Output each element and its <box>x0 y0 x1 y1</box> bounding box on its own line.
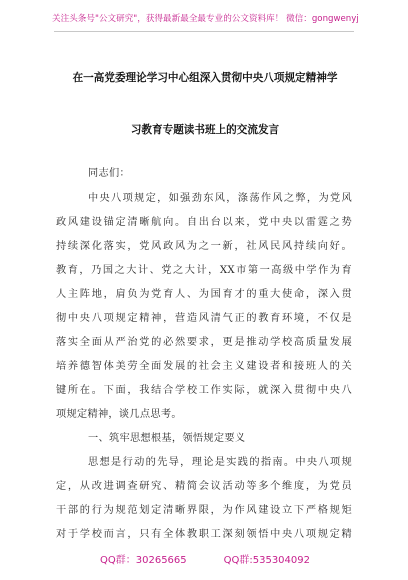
section-heading: 一、筑牢思想根基，领悟规定要义 <box>88 433 246 444</box>
body-line: 思想是行动的先导，理论是实践的指南。中央八项规 <box>88 457 352 468</box>
body-line: 项规定精神，谈几点思考。 <box>56 409 182 420</box>
body-line: 落实全面从严治党的必然要求，更是推动学校高质量发展 <box>56 337 352 348</box>
document-title-line-2: 习教育专题读书班上的交流发言 <box>130 124 280 136</box>
body-line: 中央八项规定，如强劲东风，涤荡作风之弊，为党风 <box>88 193 352 204</box>
body-line: 人主阵地，肩负为党育人、为国育才的重大使命，深入贯 <box>56 289 352 300</box>
body-line: 培养德智体美劳全面发展的社会主义建设者和接班人的关 <box>56 361 352 372</box>
body-line: 政风建设锚定清晰航向。自出台以来，党中央以雷霆之势 <box>56 217 352 228</box>
salutation: 同志们： <box>88 168 130 179</box>
body-line: 彻中央八项规定精神，营造风清气正的教育环境，不仅是 <box>56 313 352 324</box>
body-line: 键所在。下面，我结合学校工作实际，就深入贯彻中央八 <box>56 385 352 396</box>
footer-qq-group-2: QQ群:535304092 <box>223 555 310 566</box>
header-divider <box>54 31 354 32</box>
body-line: 干部的行为规范划定清晰界限，为作风建设立下严格规矩 <box>56 505 352 516</box>
footer-contact <box>100 555 310 567</box>
document-title-line-1: 在一高党委理论学习中心组深入贯彻中央八项规定精神学 <box>72 72 338 84</box>
body-line: 持续深化落实，党风政风为之一新，社风民风持续向好。 <box>56 241 352 252</box>
footer-qq-group-1: QQ群：30265665 <box>100 555 187 566</box>
body-line: 对于学校而言，只有全体教职工深刻领悟中央八项规定精 <box>56 529 352 540</box>
body-line: 教育，乃国之大计、党之大计，XX市第一高级中学作为育 <box>56 265 352 276</box>
body-line: 定，从改进调查研究、精简会议活动等多个维度，为党员 <box>56 481 352 492</box>
header-banner: 关注头条号"公文研究"，获得最新最全最专业的公文资料库！ 微信：gongwenyj <box>52 14 359 24</box>
